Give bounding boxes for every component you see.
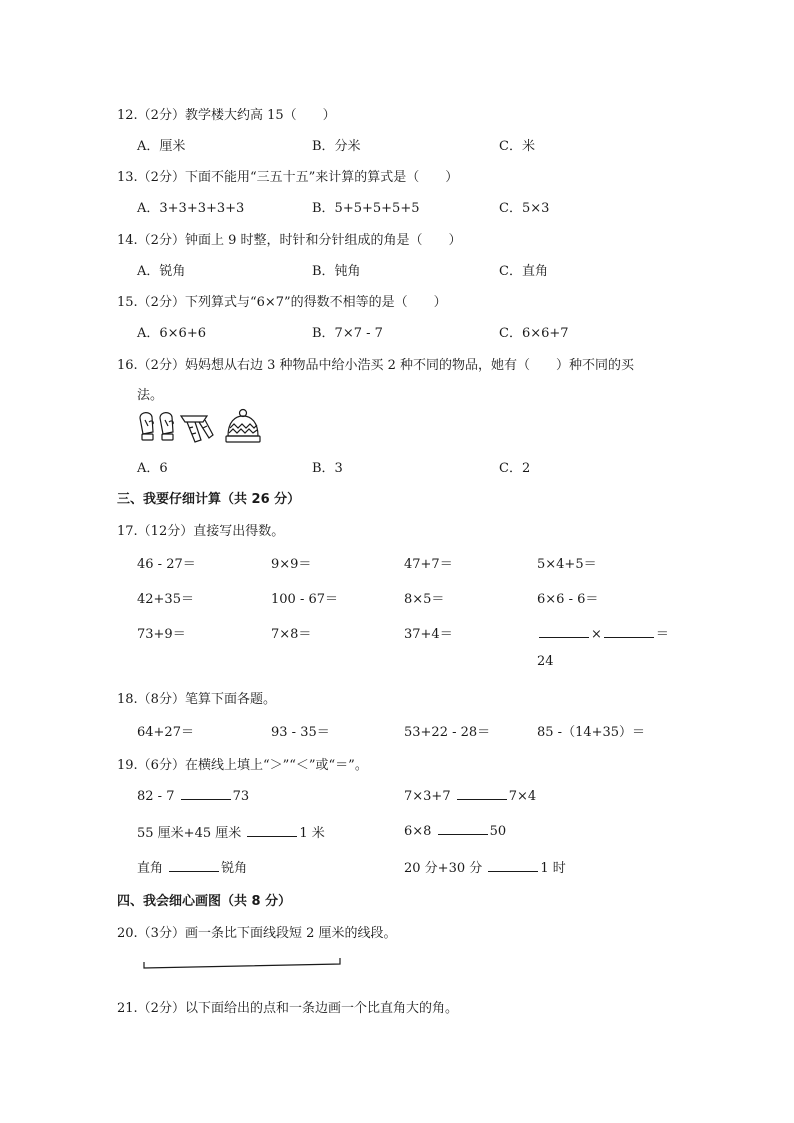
q12-option-b: B．分米 <box>312 139 361 154</box>
q19-compare-item: 82 - 7 73 <box>137 789 250 804</box>
answer-blank[interactable] <box>438 822 488 835</box>
q15-option-c: C．6×6+7 <box>499 326 569 341</box>
q19-stem: 19.（6分）在横线上填上“＞”“＜”或“＝”。 <box>117 758 368 773</box>
q12-option-c: C．米 <box>499 139 535 154</box>
q18-item: 93 - 35＝ <box>271 725 330 740</box>
q17-item: 37+4＝ <box>404 627 453 642</box>
q14-option-a: A．锐角 <box>137 264 186 279</box>
q17-item: 47+7＝ <box>404 557 453 572</box>
times-sign: × <box>591 627 602 642</box>
q20-stem: 20.（3分）画一条比下面线段短 2 厘米的线段。 <box>117 926 397 941</box>
q19-compare-item: 20 分+30 分 1 时 <box>404 861 566 876</box>
answer-blank[interactable] <box>457 787 507 800</box>
mittens-icon <box>140 413 173 440</box>
answer-blank[interactable] <box>539 625 589 638</box>
section-4-heading: 四、我会细心画图（共 8 分） <box>117 894 292 909</box>
q17-item: 8×5＝ <box>404 592 445 607</box>
equals-sign: ＝ <box>655 627 669 642</box>
q18-item: 53+22 - 28＝ <box>404 725 491 740</box>
q19-compare-item: 7×3+7 7×4 <box>404 789 537 804</box>
q16-option-b: B．3 <box>312 461 343 476</box>
q13-stem: 13.（2分）下面不能用“三五十五”来计算的算式是（ ） <box>117 170 459 185</box>
q13-option-b: B．5+5+5+5+5 <box>312 201 420 216</box>
answer-blank[interactable] <box>604 625 654 638</box>
hat-icon <box>226 410 260 443</box>
q15-option-a: A．6×6+6 <box>137 326 206 341</box>
q17-item: 6×6 - 6＝ <box>537 592 599 607</box>
q17-item: 46 - 27＝ <box>137 557 196 572</box>
q19-compare-item: 6×8 50 <box>404 824 507 839</box>
q15-option-b: B．7×7 - 7 <box>312 326 383 341</box>
q17-result: 24 <box>537 654 554 669</box>
q12-stem: 12.（2分）教学楼大约高 15（ ） <box>117 108 336 123</box>
answer-blank[interactable] <box>169 859 219 872</box>
q21-stem: 21.（2分）以下面给出的点和一条边画一个比直角大的角。 <box>117 1001 458 1016</box>
q17-stem: 17.（12分）直接写出得数。 <box>117 524 285 539</box>
q17-item: 73+9＝ <box>137 627 186 642</box>
scarf-icon <box>181 416 213 442</box>
q17-item: 42+35＝ <box>137 592 194 607</box>
q17-item: 5×4+5＝ <box>537 557 597 572</box>
q16-option-a: A．6 <box>137 461 168 476</box>
reference-line-segment <box>140 954 346 972</box>
q14-option-c: C．直角 <box>499 264 548 279</box>
answer-blank[interactable] <box>247 824 297 837</box>
q16-option-c: C．2 <box>499 461 531 476</box>
q12-option-a: A．厘米 <box>137 139 186 154</box>
q18-item: 85 -（14+35）＝ <box>537 725 646 740</box>
q17-item: 100 - 67＝ <box>271 592 339 607</box>
q15-stem: 15.（2分）下列算式与“6×7”的得数不相等的是（ ） <box>117 295 447 310</box>
q17-item: 7×8＝ <box>271 627 312 642</box>
q16-stem-continued: 法。 <box>137 388 164 403</box>
q16-items <box>137 408 269 444</box>
q16-stem: 16.（2分）妈妈想从右边 3 种物品中给小浩买 2 种不同的物品，她有（ ）种不同的买 <box>117 358 635 373</box>
q18-item: 64+27＝ <box>137 725 194 740</box>
answer-blank[interactable] <box>181 787 231 800</box>
q14-stem: 14.（2分）钟面上 9 时整，时针和分针组成的角是（ ） <box>117 233 462 248</box>
q19-compare-item: 直角 锐角 <box>137 861 248 876</box>
section-3-heading: 三、我要仔细计算（共 26 分） <box>117 492 301 507</box>
answer-blank[interactable] <box>488 859 538 872</box>
q13-option-a: A．3+3+3+3+3 <box>137 201 245 216</box>
q18-stem: 18.（8分）笔算下面各题。 <box>117 692 276 707</box>
q14-option-b: B．钝角 <box>312 264 361 279</box>
q17-item: 9×9＝ <box>271 557 312 572</box>
q13-option-c: C．5×3 <box>499 201 550 216</box>
q17-fill-in-item <box>537 623 669 642</box>
q19-compare-item: 55 厘米+45 厘米 1 米 <box>137 826 325 841</box>
